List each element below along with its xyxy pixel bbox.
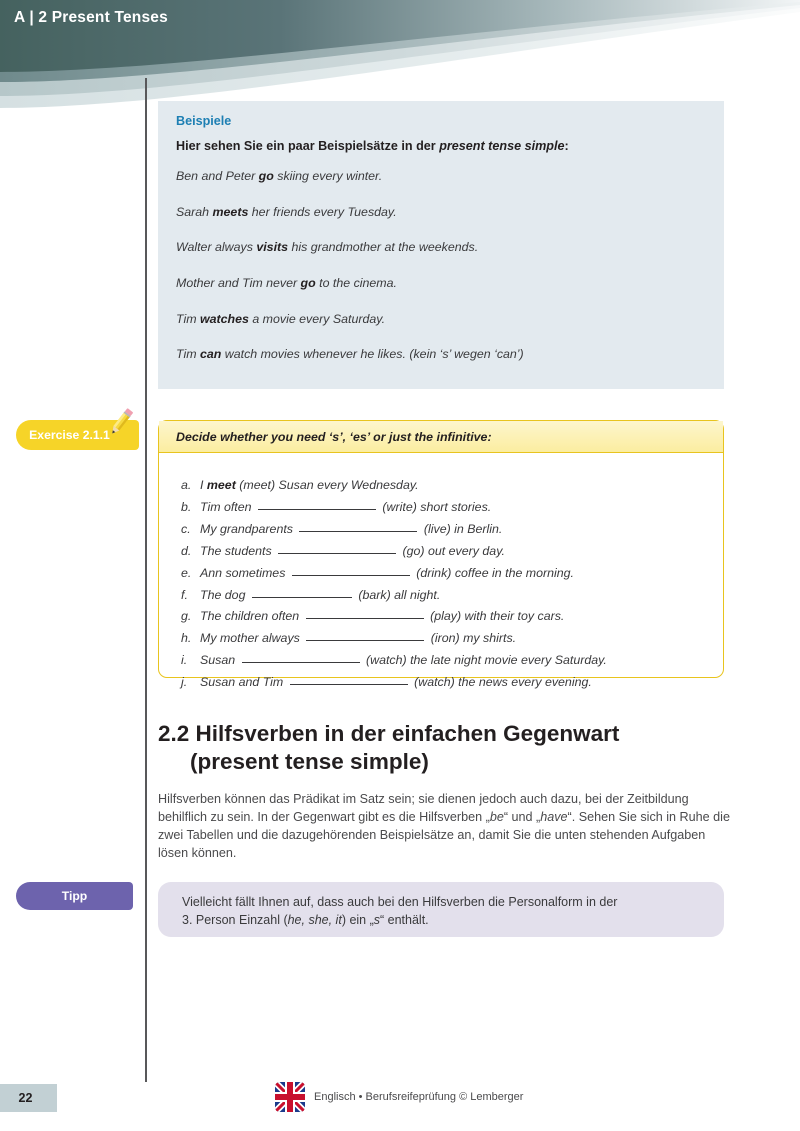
example-sentence-post: to the cinema. (315, 275, 397, 290)
example-sentence-pre: Tim (176, 311, 200, 326)
exercise-item (181, 676, 723, 688)
example-sentence-pre: Tim (176, 347, 200, 362)
page-number: 22 (18, 1091, 33, 1105)
example-sentence (176, 348, 706, 362)
tipp-line2-italic-s: s (373, 913, 381, 928)
exercise-item (181, 545, 723, 557)
section-heading-line2: (present tense simple) (190, 748, 429, 774)
example-sentence (176, 170, 706, 184)
exercise-item-answer: meet (206, 478, 236, 492)
exercise-answer-blank[interactable] (278, 553, 396, 554)
exercise-item (181, 589, 723, 601)
example-sentence-post: her friends every Tuesday. (248, 204, 397, 219)
example-sentence-pre: Walter always (176, 240, 257, 255)
tipp-line-1: Vielleicht fällt Ihnen auf, dass auch bei den Hilfsverben die Personalform in der (182, 895, 618, 909)
exercise-item-post: (drink) coffee in the morning. (412, 565, 574, 580)
exercise-answer-blank[interactable] (299, 531, 417, 532)
exercise-item-letter: c. (181, 521, 191, 536)
exercise-item-text (200, 567, 574, 579)
exercise-item-letter: i. (181, 653, 188, 668)
exercise-instruction-bar (159, 421, 723, 453)
exercise-item-text (200, 479, 419, 491)
exercise-item-pre: Susan and Tim (200, 675, 287, 690)
exercise-item (181, 632, 723, 644)
paragraph-part1: Hilfsverben können das Prädikat im Satz sein; sie dienen jedoch auch dazu, bei der Zeitbildung behilflich zu sein. In der Gegenwart gibt es die Hilfsverben „ (158, 792, 689, 824)
exercise-item-text (200, 654, 607, 666)
section-heading (158, 720, 738, 776)
exercise-item-letter: e. (181, 565, 192, 580)
example-sentence-verb: visits (256, 240, 289, 255)
exercise-item-text (200, 632, 516, 644)
section-paragraph (158, 791, 730, 863)
exercise-box (158, 420, 724, 690)
example-sentence-verb: go (258, 169, 274, 183)
exercise-answer-blank[interactable] (252, 597, 352, 598)
examples-label: Beispiele (176, 114, 232, 128)
exercise-answer-blank[interactable] (292, 575, 410, 576)
exercise-item-pre: Ann sometimes (200, 565, 289, 580)
tipp-box (158, 882, 724, 937)
section-heading-line1: 2.2 Hilfsverben in der einfachen Gegenwart (158, 721, 620, 746)
exercise-tab-label: Exercise 2.1.1 (29, 428, 110, 442)
exercise-item-pre: The dog (200, 587, 249, 602)
exercise-item-pre: Tim often (200, 499, 255, 514)
example-sentence-pre: Ben and Peter (176, 169, 259, 183)
exercise-answer-blank[interactable] (306, 640, 424, 641)
example-sentence-post: a movie every Saturday. (248, 311, 386, 326)
exercise-answer-blank[interactable] (290, 684, 408, 685)
exercise-item-pre: The children often (200, 609, 303, 624)
example-sentence-verb: watches (199, 311, 249, 326)
exercise-item-pre: My mother always (200, 631, 304, 646)
footer (275, 1082, 523, 1112)
paragraph-part3: “. Sehen Sie sich in Ruhe die zwei Tabellen und die dazugehörenden Beispielsätze an, damit Sie die unten stehenden Aufgaben lösen können. (158, 809, 730, 860)
exercise-item-text (200, 545, 505, 557)
page-number-box (0, 1084, 57, 1112)
tipp-tab (16, 882, 133, 910)
exercise-item-text (200, 501, 491, 513)
pencil-icon (103, 404, 139, 440)
exercise-answer-blank[interactable] (306, 618, 424, 619)
example-sentence (176, 277, 706, 291)
exercise-instruction: Decide whether you need ‘s’, ‘es’ or just the infinitive: (176, 429, 492, 444)
exercise-item-text (200, 523, 502, 535)
uk-flag-icon (275, 1082, 305, 1112)
exercise-item (181, 567, 723, 579)
exercise-item-pre: Susan (200, 653, 239, 668)
exercise-item-text (200, 610, 564, 622)
exercise-item-letter: a. (181, 478, 192, 492)
exercise-answer-blank[interactable] (258, 509, 376, 510)
exercise-item-post: (meet) Susan every Wednesday. (235, 478, 419, 492)
exercise-item-post: (live) in Berlin. (420, 521, 503, 536)
examples-intro (176, 139, 706, 153)
exercise-item (181, 610, 723, 622)
example-sentence-post: his grandmother at the weekends. (288, 240, 479, 255)
exercise-item-post: (watch) the news every evening. (410, 675, 592, 690)
exercise-item-post: (go) out every day. (399, 543, 505, 558)
page-title: A | 2 Present Tenses (14, 9, 168, 26)
exercise-answer-blank[interactable] (242, 662, 360, 663)
exercise-item-letter: d. (181, 543, 192, 558)
exercise-item-text (200, 676, 592, 688)
example-sentence-verb: can (199, 347, 222, 362)
exercise-item-pre: I (200, 478, 207, 492)
example-sentence-post: watch movies whenever he likes. (kein ‘s’ wegen ‘can’) (221, 347, 524, 362)
example-sentence (176, 241, 706, 255)
example-sentence-verb: meets (212, 204, 249, 219)
tipp-line2-part3: “ enthält. (380, 913, 429, 928)
tipp-line-2 (182, 911, 700, 929)
examples-sentences (176, 170, 706, 362)
example-sentence-pre: Mother and Tim never (176, 275, 301, 290)
exercise-item-post: (write) short stories. (378, 499, 492, 514)
paragraph-italic-have: have (540, 809, 568, 824)
exercise-item-letter: g. (181, 609, 192, 624)
exercise-item-post: (bark) all night. (354, 587, 441, 602)
examples-intro-prefix: Hier sehen Sie ein paar Beispielsätze in der (176, 139, 440, 153)
exercise-item-post: (play) with their toy cars. (426, 609, 565, 624)
exercise-item (181, 523, 723, 535)
example-sentence-pre: Sarah (176, 204, 213, 219)
exercise-item-pre: My grandparents (200, 521, 297, 536)
examples-box (158, 101, 724, 389)
exercise-item-post: (iron) my shirts. (427, 631, 517, 646)
example-sentence (176, 313, 706, 327)
tipp-line2-part2: ) ein „ (341, 913, 374, 928)
examples-intro-suffix: : (564, 139, 569, 153)
tipp-line2-italic-pronouns: he, she, it (287, 913, 342, 928)
example-sentence (176, 206, 706, 220)
paragraph-italic-be: be (489, 809, 504, 824)
exercise-item-list (159, 453, 723, 689)
footer-text: Englisch • Berufsreifeprüfung © Lemberger (314, 1091, 524, 1103)
exercise-item (181, 501, 723, 513)
exercise-item-letter: h. (181, 631, 192, 646)
paragraph-part2: “ und „ (503, 809, 541, 824)
exercise-item-letter: b. (181, 499, 192, 514)
exercise-item (181, 654, 723, 666)
exercise-item-letter: f. (181, 587, 188, 602)
examples-intro-italic: present tense simple (439, 139, 565, 153)
vertical-divider (145, 78, 147, 1082)
example-sentence-verb: go (300, 275, 316, 290)
exercise-item-pre: The students (200, 543, 276, 558)
exercise-item-letter: j. (181, 675, 188, 690)
tipp-tab-label: Tipp (61, 889, 88, 903)
exercise-item (181, 479, 723, 491)
exercise-item-text (200, 589, 440, 601)
tipp-line2-part1: 3. Person Einzahl ( (182, 913, 288, 928)
exercise-item-post: (watch) the late night movie every Saturday. (362, 653, 607, 668)
example-sentence-post: skiing every winter. (273, 169, 383, 183)
